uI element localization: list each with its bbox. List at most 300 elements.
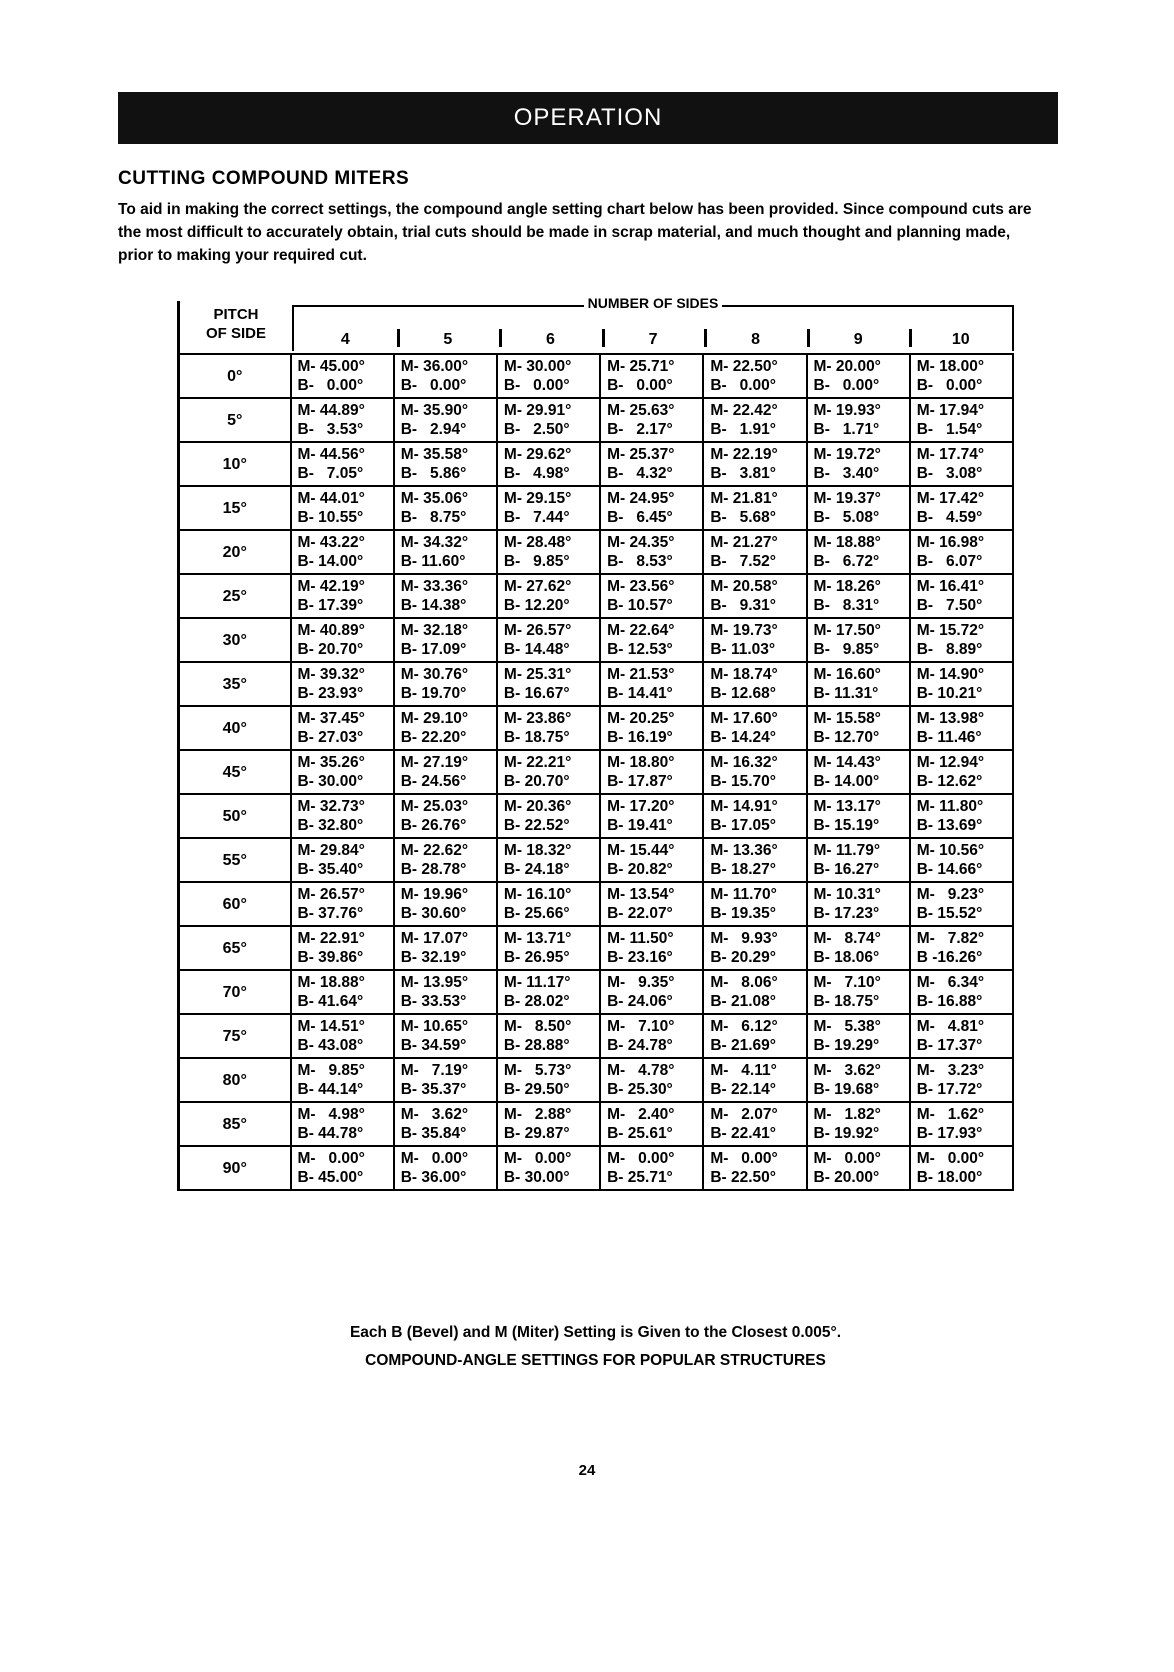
bevel-value: B- 0.00°: [916, 377, 983, 394]
miter-value: M- 4.11°: [710, 1062, 777, 1079]
bevel-value: B- 1.71°: [813, 421, 880, 438]
bevel-value: B- 29.87°: [503, 1125, 570, 1142]
bevel-value: B- 7.05°: [297, 465, 364, 482]
setting-cell: [703, 882, 806, 926]
miter-value: M- 43.22°: [297, 534, 365, 551]
miter-value: M- 40.89°: [297, 622, 365, 639]
setting-cell: [394, 750, 497, 794]
setting-cell: [600, 926, 703, 970]
setting-cell: [703, 530, 806, 574]
bevel-value: B- 24.06°: [607, 993, 673, 1010]
miter-value: M- 20.00°: [813, 358, 881, 375]
miter-value: M- 18.88°: [813, 534, 881, 551]
bevel-value: B- 7.44°: [503, 509, 570, 526]
bevel-value: B- 6.45°: [607, 509, 673, 526]
bevel-value: B- 0.00°: [297, 377, 364, 394]
bevel-value: B- 17.72°: [916, 1081, 983, 1098]
setting-cell: [910, 618, 1013, 662]
miter-value: M- 18.32°: [503, 842, 572, 859]
setting-cell: [497, 442, 600, 486]
setting-cell: [394, 618, 497, 662]
setting-cell: [910, 882, 1013, 926]
setting-cell: [394, 530, 497, 574]
miter-value: M- 3.62°: [400, 1106, 469, 1123]
miter-value: M- 27.19°: [400, 754, 469, 771]
setting-cell: [910, 530, 1013, 574]
bevel-value: B- 35.37°: [400, 1081, 467, 1098]
setting-cell: [394, 882, 497, 926]
setting-cell: [291, 1102, 394, 1146]
miter-value: M- 19.37°: [813, 490, 881, 507]
bevel-value: B- 19.92°: [813, 1125, 880, 1142]
miter-value: M- 15.44°: [607, 842, 675, 859]
bevel-value: B- 36.00°: [400, 1169, 467, 1186]
setting-cell: [291, 442, 394, 486]
miter-value: M- 14.90°: [916, 666, 985, 683]
miter-value: M- 15.72°: [916, 622, 985, 639]
pitch-cell: 20°: [179, 530, 291, 574]
miter-value: M- 12.94°: [916, 754, 985, 771]
miter-value: M- 30.76°: [400, 666, 469, 683]
intro-paragraph: To aid in making the correct settings, the compound angle setting chart below has been provided. Since compound cuts are the most difficult to accurately obtain, trial cuts should be made in scrap material, and much thought and planning made, prior to making your required cut.: [118, 201, 1032, 264]
bevel-value: B- 19.41°: [607, 817, 673, 834]
bevel-value: B- 3.40°: [813, 465, 880, 482]
miter-value: M- 8.50°: [503, 1018, 572, 1035]
miter-value: M- 11.50°: [607, 930, 674, 947]
miter-value: M- 29.91°: [503, 402, 572, 419]
miter-value: M- 22.19°: [710, 446, 778, 463]
bevel-value: B- 4.32°: [607, 465, 673, 482]
miter-value: M- 32.18°: [400, 622, 469, 639]
setting-cell: [497, 926, 600, 970]
miter-value: M- 35.06°: [400, 490, 469, 507]
bevel-value: B- 43.08°: [297, 1037, 364, 1054]
pitch-cell: 10°: [179, 442, 291, 486]
pitch-cell: 75°: [179, 1014, 291, 1058]
miter-value: M- 3.23°: [916, 1062, 985, 1079]
setting-cell: [807, 574, 910, 618]
setting-cell: [497, 970, 600, 1014]
setting-cell: [807, 442, 910, 486]
setting-cell: [807, 794, 910, 838]
bevel-value: B- 16.67°: [503, 685, 570, 702]
miter-value: M- 16.98°: [916, 534, 985, 551]
miter-value: M- 13.95°: [400, 974, 469, 991]
setting-cell: [497, 1102, 600, 1146]
side-count-header: 6: [499, 331, 602, 349]
miter-value: M- 22.21°: [503, 754, 572, 771]
pitch-cell: 90°: [179, 1146, 291, 1190]
setting-cell: [600, 970, 703, 1014]
bevel-value: B- 27.03°: [297, 729, 364, 746]
bevel-value: B- 28.78°: [400, 861, 467, 878]
miter-value: M- 23.86°: [503, 710, 572, 727]
setting-cell: [703, 486, 806, 530]
setting-cell: [703, 794, 806, 838]
setting-cell: [291, 354, 394, 398]
miter-value: M- 4.98°: [297, 1106, 365, 1123]
setting-cell: [600, 398, 703, 442]
bevel-value: B- 18.75°: [503, 729, 570, 746]
side-count-header: 9: [807, 331, 910, 349]
bevel-value: B- 28.88°: [503, 1037, 570, 1054]
bevel-value: B- 25.30°: [607, 1081, 673, 1098]
bevel-value: B- 25.71°: [607, 1169, 673, 1186]
bevel-value: B- 15.19°: [813, 817, 880, 834]
miter-value: M- 24.35°: [607, 534, 675, 551]
miter-value: M- 2.40°: [607, 1106, 675, 1123]
table-row: [179, 1102, 1014, 1146]
bevel-value: B- 3.53°: [297, 421, 364, 438]
setting-cell: [291, 574, 394, 618]
bevel-value: B- 12.70°: [813, 729, 880, 746]
bevel-value: B- 22.41°: [710, 1125, 776, 1142]
bevel-value: B- 10.57°: [607, 597, 673, 614]
bevel-value: B- 18.27°: [710, 861, 776, 878]
setting-cell: [291, 662, 394, 706]
setting-cell: [910, 442, 1013, 486]
bevel-value: B- 24.78°: [607, 1037, 673, 1054]
pitch-cell: 40°: [179, 706, 291, 750]
setting-cell: [394, 354, 497, 398]
bevel-value: B- 21.69°: [710, 1037, 776, 1054]
bevel-value: B- 0.00°: [503, 377, 570, 394]
pitch-cell: 50°: [179, 794, 291, 838]
setting-cell: [910, 486, 1013, 530]
miter-value: M- 19.96°: [400, 886, 469, 903]
miter-value: M- 27.62°: [503, 578, 572, 595]
pitch-cell: 85°: [179, 1102, 291, 1146]
miter-value: M- 44.89°: [297, 402, 365, 419]
page-number: 24: [578, 1462, 596, 1479]
miter-value: M- 11.70°: [710, 886, 777, 903]
section-heading: CUTTING COMPOUND MITERS: [118, 168, 410, 189]
section-banner: OPERATION: [118, 92, 1058, 144]
bevel-value: B- 44.14°: [297, 1081, 364, 1098]
miter-value: M- 17.60°: [710, 710, 778, 727]
bevel-value: B- 9.85°: [503, 553, 570, 570]
setting-cell: [807, 486, 910, 530]
table-row: [179, 354, 1014, 398]
setting-cell: [600, 794, 703, 838]
miter-value: M- 4.78°: [607, 1062, 675, 1079]
setting-cell: [600, 1146, 703, 1190]
bevel-value: B- 30.00°: [503, 1169, 570, 1186]
setting-cell: [703, 750, 806, 794]
bevel-value: B- 30.00°: [297, 773, 364, 790]
bevel-value: B- 0.00°: [607, 377, 673, 394]
bevel-value: B- 24.18°: [503, 861, 570, 878]
bevel-value: B- 17.05°: [710, 817, 776, 834]
setting-cell: [291, 1146, 394, 1190]
miter-value: M- 33.36°: [400, 578, 469, 595]
bevel-value: B- 39.86°: [297, 949, 364, 966]
miter-value: M- 13.54°: [607, 886, 675, 903]
table-header: [177, 295, 1014, 353]
setting-cell: [600, 530, 703, 574]
bevel-value: B- 19.29°: [813, 1037, 880, 1054]
miter-value: M- 28.48°: [503, 534, 572, 551]
setting-cell: [291, 926, 394, 970]
table-row: [179, 882, 1014, 926]
setting-cell: [910, 398, 1013, 442]
setting-cell: [807, 1102, 910, 1146]
miter-value: M- 22.91°: [297, 930, 365, 947]
bevel-value: B- 5.08°: [813, 509, 880, 526]
miter-value: M- 0.00°: [297, 1150, 365, 1167]
bevel-value: B- 15.52°: [916, 905, 983, 922]
setting-cell: [497, 618, 600, 662]
miter-value: M- 10.65°: [400, 1018, 469, 1035]
setting-cell: [291, 398, 394, 442]
miter-value: M- 7.10°: [607, 1018, 675, 1035]
bevel-value: B- 11.03°: [710, 641, 776, 658]
setting-cell: [703, 926, 806, 970]
pitch-cell: 15°: [179, 486, 291, 530]
miter-value: M- 32.73°: [297, 798, 365, 815]
miter-value: M- 8.74°: [813, 930, 881, 947]
setting-cell: [497, 398, 600, 442]
miter-value: M- 0.00°: [916, 1150, 985, 1167]
bevel-value: B- 35.84°: [400, 1125, 467, 1142]
bevel-value: B- 35.40°: [297, 861, 364, 878]
bevel-value: B- 33.53°: [400, 993, 467, 1010]
bevel-value: B- 12.62°: [916, 773, 983, 790]
setting-cell: [703, 574, 806, 618]
bevel-value: B- 9.85°: [813, 641, 880, 658]
setting-cell: [910, 1058, 1013, 1102]
setting-cell: [703, 706, 806, 750]
bevel-value: B- 14.00°: [297, 553, 364, 570]
bevel-value: B- 10.21°: [916, 685, 983, 702]
bevel-value: B- 16.19°: [607, 729, 673, 746]
bevel-value: B- 29.50°: [503, 1081, 570, 1098]
miter-value: M- 20.36°: [503, 798, 572, 815]
bevel-value: B- 5.68°: [710, 509, 776, 526]
bevel-value: B- 14.48°: [503, 641, 570, 658]
miter-value: M- 0.00°: [710, 1150, 778, 1167]
setting-cell: [703, 838, 806, 882]
bevel-value: B- 4.98°: [503, 465, 570, 482]
setting-cell: [600, 706, 703, 750]
bevel-value: B- 18.00°: [916, 1169, 983, 1186]
miter-value: M- 13.71°: [503, 930, 572, 947]
bevel-value: B- 18.06°: [813, 949, 880, 966]
miter-value: M- 25.03°: [400, 798, 469, 815]
bevel-value: B- 22.50°: [710, 1169, 776, 1186]
compound-angle-chart: [177, 295, 1014, 1191]
table-row: [179, 398, 1014, 442]
setting-cell: [291, 1058, 394, 1102]
miter-value: M- 19.93°: [813, 402, 881, 419]
bevel-value: B- 12.53°: [607, 641, 673, 658]
setting-cell: [600, 662, 703, 706]
miter-value: M- 18.80°: [607, 754, 675, 771]
miter-value: M- 10.56°: [916, 842, 985, 859]
bevel-value: B- 14.00°: [813, 773, 880, 790]
miter-value: M- 14.91°: [710, 798, 778, 815]
miter-value: M- 37.45°: [297, 710, 365, 727]
bevel-value: B- 14.41°: [607, 685, 673, 702]
bevel-value: B- 22.20°: [400, 729, 467, 746]
setting-cell: [807, 662, 910, 706]
setting-cell: [600, 1102, 703, 1146]
miter-value: M- 36.00°: [400, 358, 469, 375]
bevel-value: B- 41.64°: [297, 993, 364, 1010]
miter-value: M- 18.88°: [297, 974, 365, 991]
miter-value: M- 45.00°: [297, 358, 365, 375]
setting-cell: [497, 354, 600, 398]
miter-value: M- 17.20°: [607, 798, 675, 815]
sides-header-label: NUMBER OF SIDES: [584, 295, 723, 311]
bevel-value: B- 23.16°: [607, 949, 673, 966]
miter-value: M- 11.80°: [916, 798, 984, 815]
bevel-value: B- 30.60°: [400, 905, 467, 922]
setting-cell: [497, 706, 600, 750]
miter-value: M- 23.56°: [607, 578, 675, 595]
setting-cell: [600, 882, 703, 926]
bevel-value: B- 28.02°: [503, 993, 570, 1010]
bevel-value: B- 26.95°: [503, 949, 570, 966]
bevel-value: B- 34.59°: [400, 1037, 467, 1054]
table-row: [179, 486, 1014, 530]
miter-value: M- 42.19°: [297, 578, 365, 595]
setting-cell: [807, 618, 910, 662]
side-count-header: 4: [340, 331, 350, 348]
setting-cell: [910, 970, 1013, 1014]
setting-cell: [497, 838, 600, 882]
setting-cell: [703, 970, 806, 1014]
bevel-value: B- 8.75°: [400, 509, 467, 526]
bevel-value: B- 4.59°: [916, 509, 983, 526]
bevel-value: B- 11.31°: [813, 685, 879, 702]
setting-cell: [600, 574, 703, 618]
table-row: [179, 442, 1014, 486]
setting-cell: [600, 618, 703, 662]
bevel-value: B- 22.07°: [607, 905, 673, 922]
bevel-value: B- 44.78°: [297, 1125, 364, 1142]
bevel-value: B- 3.08°: [916, 465, 983, 482]
setting-cell: [600, 354, 703, 398]
bevel-value: B- 15.70°: [710, 773, 776, 790]
setting-cell: [394, 838, 497, 882]
miter-value: M- 3.62°: [813, 1062, 881, 1079]
miter-value: M- 29.10°: [400, 710, 469, 727]
setting-cell: [703, 354, 806, 398]
setting-cell: [703, 398, 806, 442]
setting-cell: [497, 882, 600, 926]
setting-cell: [910, 838, 1013, 882]
miter-value: M- 17.07°: [400, 930, 469, 947]
setting-cell: [394, 1014, 497, 1058]
miter-value: M- 25.37°: [607, 446, 675, 463]
miter-value: M- 16.60°: [813, 666, 881, 683]
miter-value: M- 8.06°: [710, 974, 778, 991]
setting-cell: [910, 1014, 1013, 1058]
bevel-value: B- 16.27°: [813, 861, 880, 878]
setting-cell: [394, 662, 497, 706]
table-row: [179, 750, 1014, 794]
miter-value: M- 6.12°: [710, 1018, 778, 1035]
miter-value: M- 19.73°: [710, 622, 778, 639]
miter-value: M- 17.74°: [916, 446, 985, 463]
side-count-header: 10: [909, 331, 1012, 349]
miter-value: M- 22.50°: [710, 358, 778, 375]
setting-cell: [910, 926, 1013, 970]
bevel-value: B- 20.29°: [710, 949, 776, 966]
setting-cell: [807, 1014, 910, 1058]
bevel-value: B- 20.70°: [503, 773, 570, 790]
miter-value: M- 22.42°: [710, 402, 778, 419]
miter-value: M- 25.71°: [607, 358, 675, 375]
bevel-value: B- 1.54°: [916, 421, 983, 438]
bevel-value: B- 2.17°: [607, 421, 673, 438]
bevel-value: B- 17.37°: [916, 1037, 983, 1054]
bevel-value: B- 22.14°: [710, 1081, 776, 1098]
bevel-value: B- 17.87°: [607, 773, 673, 790]
setting-cell: [394, 574, 497, 618]
miter-value: M- 44.56°: [297, 446, 365, 463]
pitch-header-line1: PITCH: [213, 306, 259, 323]
setting-cell: [910, 662, 1013, 706]
miter-value: M- 21.27°: [710, 534, 778, 551]
setting-cell: [807, 1146, 910, 1190]
pitch-header-line2: OF SIDE: [205, 325, 266, 342]
bevel-value: B- 32.80°: [297, 817, 364, 834]
miter-value: M- 19.72°: [813, 446, 881, 463]
bevel-value: B- 19.68°: [813, 1081, 880, 1098]
bevel-value: B- 45.00°: [297, 1169, 364, 1186]
bevel-value: B- 20.82°: [607, 861, 673, 878]
table-row: [179, 794, 1014, 838]
bevel-value: B- 25.66°: [503, 905, 570, 922]
setting-cell: [497, 1058, 600, 1102]
bevel-value: B- 7.52°: [710, 553, 776, 570]
bevel-value: B- 5.86°: [400, 465, 467, 482]
bevel-value: B- 26.76°: [400, 817, 467, 834]
setting-cell: [703, 618, 806, 662]
setting-cell: [600, 838, 703, 882]
setting-cell: [497, 486, 600, 530]
setting-cell: [497, 1014, 600, 1058]
side-number-row: [294, 331, 1012, 349]
pitch-cell: 5°: [179, 398, 291, 442]
miter-value: M- 14.51°: [297, 1018, 365, 1035]
bevel-value: B- 8.89°: [916, 641, 983, 658]
bevel-value: B- 18.75°: [813, 993, 880, 1010]
setting-cell: [291, 618, 394, 662]
setting-cell: [910, 1102, 1013, 1146]
table-row: [179, 530, 1014, 574]
table-row: [179, 574, 1014, 618]
setting-cell: [394, 486, 497, 530]
miter-value: M- 14.43°: [813, 754, 881, 771]
miter-value: M- 9.93°: [710, 930, 778, 947]
miter-value: M- 21.53°: [607, 666, 675, 683]
setting-cell: [394, 970, 497, 1014]
miter-value: M- 22.62°: [400, 842, 469, 859]
precision-footnote: Each B (Bevel) and M (Miter) Setting is Given to the Closest 0.005°.: [349, 1324, 842, 1341]
pitch-cell: 35°: [179, 662, 291, 706]
miter-value: M- 7.19°: [400, 1062, 469, 1079]
miter-value: M- 13.17°: [813, 798, 881, 815]
bevel-value: B- 7.50°: [916, 597, 983, 614]
miter-value: M- 16.41°: [916, 578, 985, 595]
miter-value: M- 25.31°: [503, 666, 572, 683]
bevel-value: B- 19.35°: [710, 905, 776, 922]
miter-value: M- 11.79°: [813, 842, 881, 859]
pitch-cell: 55°: [179, 838, 291, 882]
